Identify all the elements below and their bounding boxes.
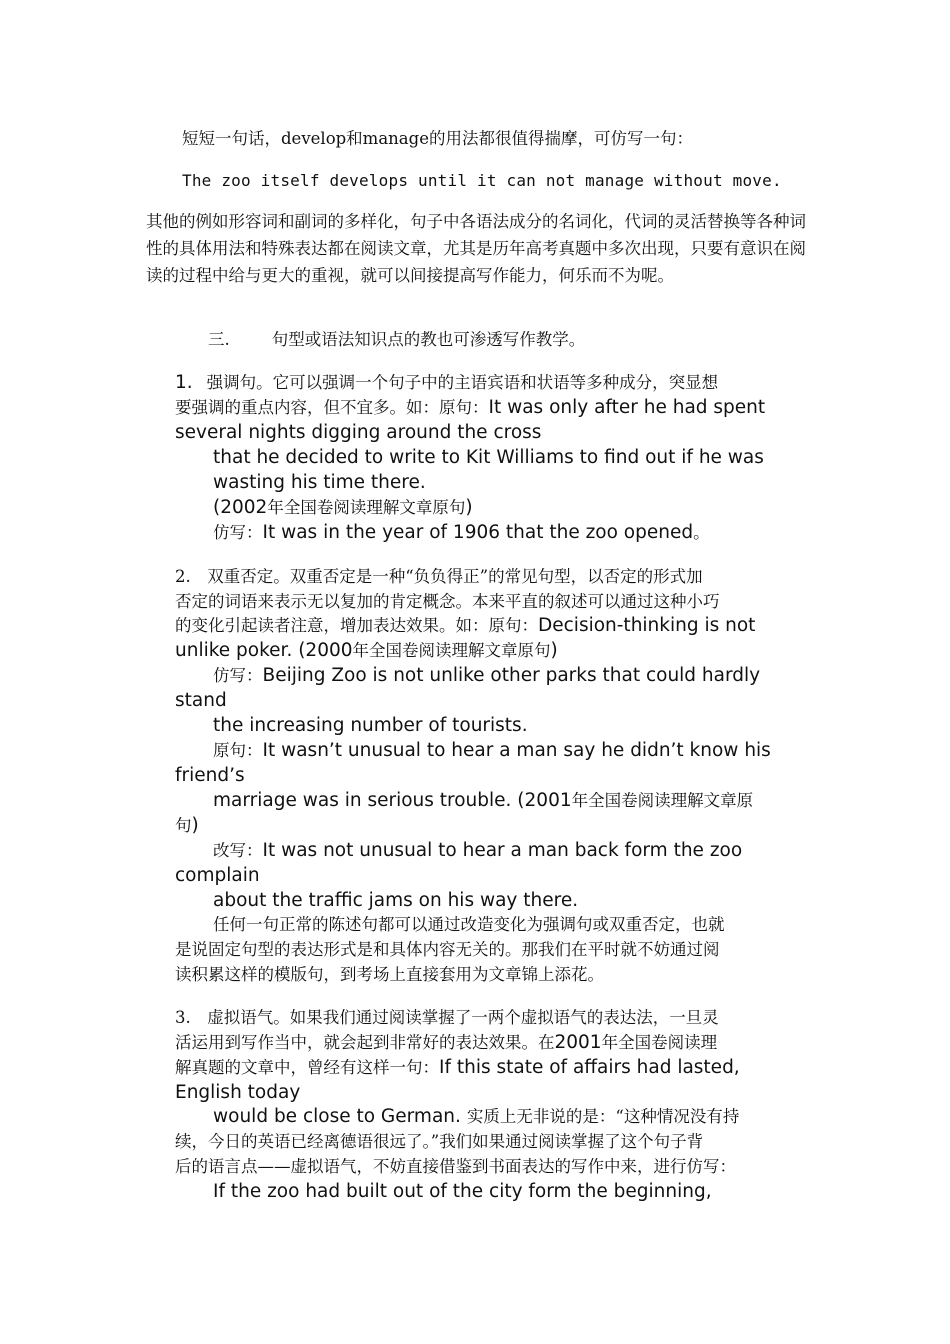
s1-line-5: wasting his time there. <box>213 472 426 493</box>
s3-line-4: English today <box>175 1082 301 1103</box>
heading-number: 三. <box>208 330 230 349</box>
paragraph-other-examples: 其他的例如形容词和副词的多样化，句子中各语法成分的名词化，代词的灵活替换等各种词性的具体用法和特殊表达都在阅读文章，尤其是历年高考真题中多次出现，只要有意识在阅读的过程中给与更大的重视，就可以间接提高写作能力，何乐而不为呢。 <box>146 212 806 285</box>
s1-line-2: 要强调的重点内容，但不宜多。如：原句：It was only after he had spent <box>175 397 766 418</box>
s1-imitation: 仿写：It was in the year of 1906 that the zoo opened。 <box>213 522 710 543</box>
s1-line-4: that he decided to write to Kit Williams to find out if he was <box>213 447 764 468</box>
s2-line-13: complain <box>175 865 260 886</box>
s2-line-17: 读积累这样的模版句，到考场上直接套用为文章锦上添花。 <box>175 965 604 984</box>
s3-line-1: 3. 虚拟语气。如果我们通过阅读掌握了一两个虚拟语气的表达法，一旦灵 <box>175 1008 719 1027</box>
s2-line-10: marriage was in serious trouble. (2001年全国卷阅读理解文章原 <box>213 790 754 811</box>
s2-line-11: 句) <box>175 815 199 836</box>
s2-line-8: 原句：It wasn’t unusual to hear a man say he didn’t know his <box>213 740 771 761</box>
s2-line-6: stand <box>175 690 227 711</box>
s2-line-1: 2. 双重否定。双重否定是一种“负负得正”的常见句型，以否定的形式加 <box>175 567 703 586</box>
s3-line-2: 活运用到写作当中，就会起到非常好的表达效果。在2001年全国卷阅读理 <box>175 1032 718 1053</box>
s1-source-note: (2002年全国卷阅读理解文章原句) <box>213 497 473 518</box>
s2-line-9: friend’s <box>175 765 245 786</box>
s3-line-7: 后的语言点——虚拟语气，不妨直接借鉴到书面表达的写作中来，进行仿写： <box>175 1157 736 1176</box>
s2-line-16: 是说固定句型的表达形式是和具体内容无关的。那我们在平时就不妨通过阅 <box>175 940 720 959</box>
heading-text: 句型或语法知识点的教也可渗透写作教学。 <box>271 330 586 349</box>
s2-line-7: the increasing number of tourists. <box>213 715 528 736</box>
s1-line-1: 1. 强调句。它可以强调一个句子中的主语宾语和状语等多种成分，突显想 <box>175 372 719 393</box>
section-heading-three <box>208 327 585 352</box>
s3-line-8: If the zoo had built out of the city form the beginning, <box>213 1181 712 1202</box>
s2-line-2: 否定的词语来表示无以复加的肯定概念。本来平直的叙述可以通过这种小巧 <box>175 592 720 611</box>
s2-line-3: 的变化引起读者注意，增加表达效果。如：原句：Decision-thinking is not <box>175 615 756 636</box>
example-sentence-zoo: The zoo itself develops until it can not manage without move. <box>182 171 782 190</box>
s2-line-4: unlike poker. (2000年全国卷阅读理解文章原句) <box>175 640 558 661</box>
intro-paragraph: 短短一句话，develop和manage的用法都很值得揣摩，可仿写一句： <box>182 129 693 148</box>
s2-line-12: 改写：It was not unusual to hear a man back form the zoo <box>213 840 743 861</box>
s3-line-5: would be close to German. 实质上无非说的是：“这种情况没有持 <box>213 1106 740 1127</box>
s2-line-15: 任何一句正常的陈述句都可以通过改造变化为强调句或双重否定，也就 <box>213 915 725 934</box>
s3-line-6: 续，今日的英语已经离德语很远了。”我们如果通过阅读掌握了这个句子背 <box>175 1132 704 1151</box>
s1-line-3: several nights digging around the cross <box>175 422 542 443</box>
s2-line-5: 仿写：Beijing Zoo is not unlike other parks that could hardly <box>213 665 761 686</box>
s2-line-14: about the traffic jams on his way there. <box>213 890 579 911</box>
s3-line-3: 解真题的文章中，曾经有这样一句：If this state of affairs had lasted, <box>175 1057 740 1078</box>
